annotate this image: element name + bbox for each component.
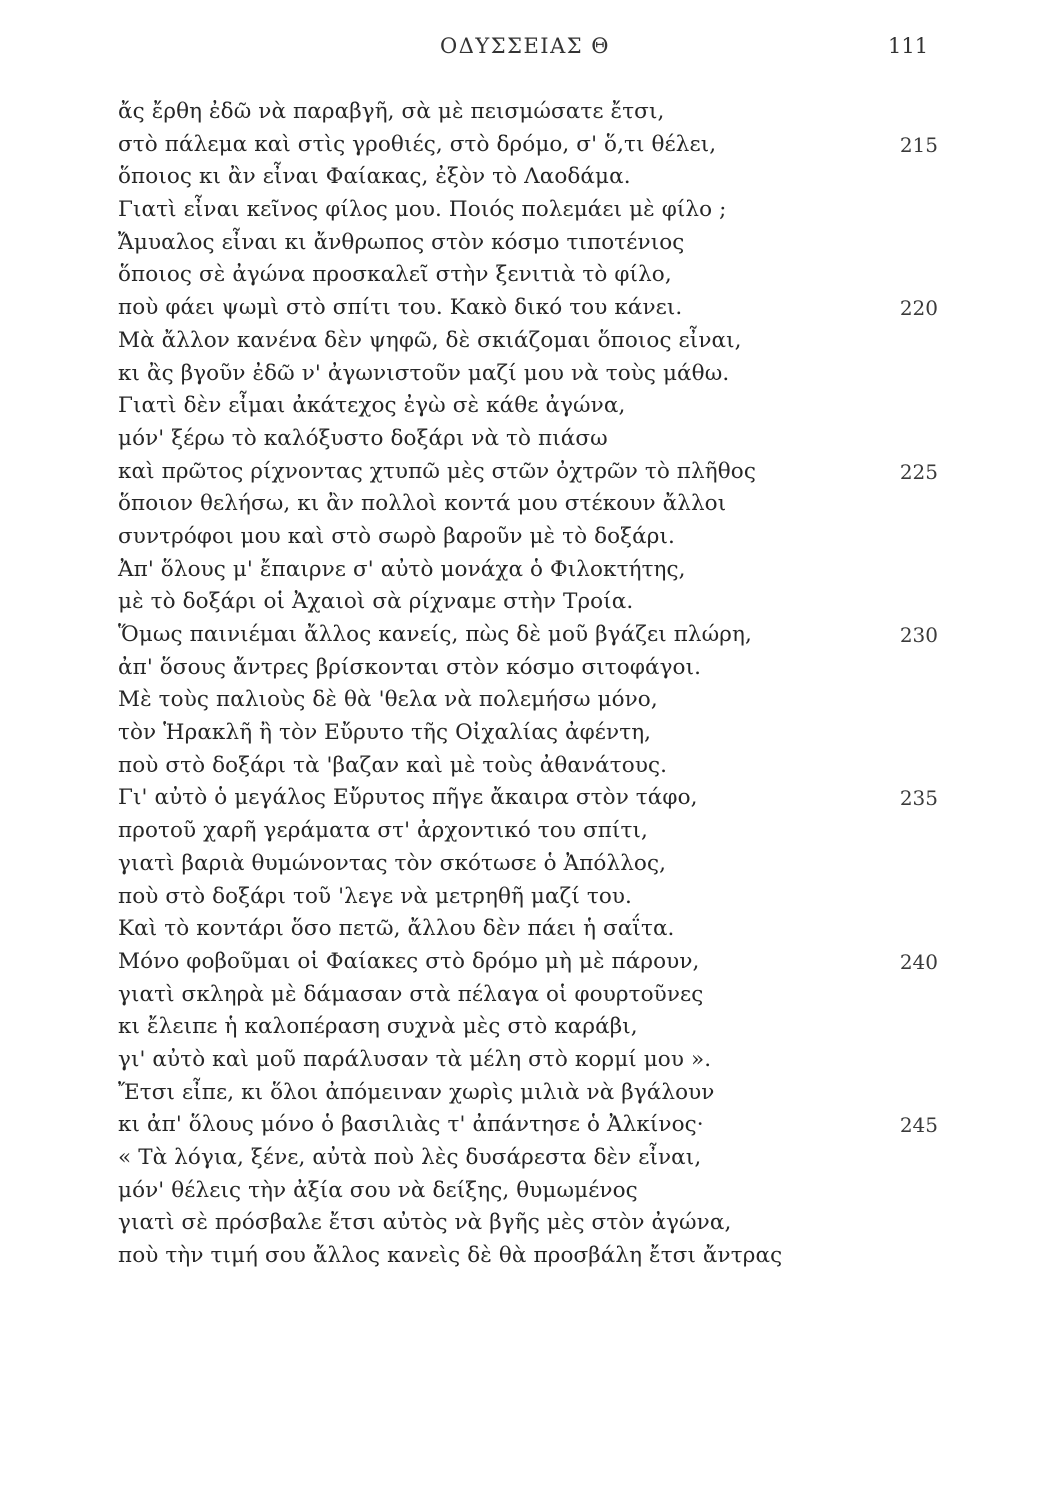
verse-line <box>118 782 938 815</box>
verse-text: ποὺ φάει ψωμὶ στὸ σπίτι του. Κακὸ δικό του κάνει. <box>118 295 683 321</box>
verse-text: Μὰ ἄλλον κανένα δὲν ψηφῶ, δὲ σκιάζομαι ὅποιος εἶναι, <box>118 327 742 353</box>
verse-line <box>118 1044 938 1077</box>
verse-text: συντρόφοι μου καὶ στὸ σωρὸ βαροῦν μὲ τὸ δοξάρι. <box>118 523 675 549</box>
verse-line <box>118 619 938 652</box>
verse-text: καὶ πρῶτος ρίχνοντας χτυπῶ μὲς στῶν ὀχτρῶν τὸ πλῆθος <box>118 458 756 484</box>
verse-line <box>118 161 938 194</box>
line-number: 225 <box>899 459 938 484</box>
running-title: ΟΔΥΣΣΕΙΑΣ Θ <box>440 34 610 58</box>
line-number: 220 <box>899 296 938 321</box>
verse-line <box>118 1109 938 1142</box>
verse-text: « Τὰ λόγια, ξένε, αὐτὰ ποὺ λὲς δυσάρεστα δὲν εἶναι, <box>118 1145 702 1170</box>
verse-text: μόν' θέλεις τὴν ἀξία σου νὰ δείξης, θυμωμένος <box>118 1177 638 1203</box>
verse-text: Ἔτσι εἶπε, κι ὅλοι ἀπόμειναν χωρὶς μιλιὰ νὰ βγάλουν <box>118 1079 715 1105</box>
line-number: 215 <box>899 132 938 157</box>
verse-text: τὸν Ἡρακλῆ ἢ τὸν Εὔρυτο τῆς Οἰχαλίας ἀφέντη, <box>118 720 652 746</box>
verse-line <box>118 292 938 325</box>
verse-text: Ὅμως παινιέμαι ἄλλος κανείς, πὼς δὲ μοῦ βγάζει πλώρη, <box>118 622 752 647</box>
verse-text: ἀπ' ὅσους ἄντρες βρίσκονται στὸν κόσμο σιτοφάγοι. <box>118 654 702 680</box>
verse-text: μόν' ξέρω τὸ καλόξυστο δοξάρι νὰ τὸ πιάσω <box>118 425 608 451</box>
verse-text: ποὺ στὸ δοξάρι τὰ 'βαζαν καὶ μὲ τοὺς ἀθανάτους. <box>118 752 668 778</box>
verse-text: κι ἔλειπε ἡ καλοπέραση συχνὰ μὲς στὸ καράβι, <box>118 1014 638 1040</box>
verse-line <box>118 1077 938 1110</box>
verse-text: Γιατὶ δὲν εἶμαι ἀκάτεχος ἐγὼ σὲ κάθε ἀγώνα, <box>118 393 626 419</box>
verse-text: Μὲ τοὺς παλιοὺς δὲ θὰ 'θελα νὰ πολεμήσω μόνο, <box>118 687 658 713</box>
line-number: 230 <box>899 623 938 647</box>
verse-text: ὅποιος σὲ ἀγώνα προσκαλεῖ στὴν ξενιτιὰ τὸ φίλο, <box>118 262 672 288</box>
verse-text: Μόνο φοβοῦμαι οἱ Φαίακες στὸ δρόμο μὴ μὲ πάρουν, <box>118 948 700 974</box>
verse-line <box>118 946 938 979</box>
verse-line <box>118 684 938 717</box>
verse-text: κι ἀπ' ὅλους μόνο ὁ βασιλιὰς τ' ἀπάντησε ὁ Ἀλκίνος· <box>118 1112 704 1138</box>
verse-line <box>118 488 938 521</box>
verse-line <box>118 750 938 783</box>
verse-line <box>118 586 938 619</box>
verse-text: γι' αὐτὸ καὶ μοῦ παράλυσαν τὰ μέλη στὸ κορμί μου ». <box>118 1046 712 1072</box>
verse-line <box>118 423 938 456</box>
verse-text: Ἀπ' ὅλους μ' ἔπαιρνε σ' αὐτὸ μονάχα ὁ Φιλοκτήτης, <box>118 556 686 582</box>
verse-line <box>118 848 938 881</box>
verse-line <box>118 979 938 1012</box>
page-header <box>0 30 1058 64</box>
verse-text: Γι' αὐτὸ ὁ μεγάλος Εὔρυτος πῆγε ἄκαιρα στὸν τάφο, <box>118 785 698 811</box>
verse-text: Καὶ τὸ κοντάρι ὅσο πετῶ, ἄλλου δὲν πάει ἡ σαΐτα. <box>118 916 675 942</box>
verse-text: Γιατὶ εἶναι κεῖνος φίλος μου. Ποιός πολεμάει μὲ φίλο ; <box>118 197 727 223</box>
verse-text: ποὺ στὸ δοξάρι τοῦ 'λεγε νὰ μετρηθῆ μαζί του. <box>118 883 632 909</box>
line-number: 235 <box>899 786 938 811</box>
verse-text: γιατὶ βαριὰ θυμώνοντας τὸν σκότωσε ὁ Ἀπόλλος, <box>118 850 667 876</box>
verse-line <box>118 358 938 391</box>
verse-text: ἄς ἔρθη ἐδῶ νὰ παραβγῆ, σὰ μὲ πεισμώσατε ἔτσι, <box>118 99 665 124</box>
verse-line <box>118 1207 938 1240</box>
verse-line <box>118 815 938 848</box>
line-number: 240 <box>899 949 938 974</box>
verse-line <box>118 881 938 914</box>
verse-line <box>118 1142 938 1175</box>
verse-line <box>118 456 938 489</box>
verse-line <box>118 227 938 260</box>
verse-text: γιατὶ σκληρὰ μὲ δάμασαν στὰ πέλαγα οἱ φουρτοῦνες <box>118 981 704 1007</box>
verse-text: ποὺ τὴν τιμή σου ἄλλος κανεὶς δὲ θὰ προσβάλη ἔτσι ἄντρας <box>118 1243 783 1269</box>
verse-text: κι ἂς βγοῦν ἐδῶ ν' ἀγωνιστοῦν μαζί μου νὰ τοὺς μάθω. <box>118 360 730 386</box>
verse-line <box>118 1011 938 1044</box>
verse-line <box>118 259 938 292</box>
verse-line <box>118 96 938 129</box>
verse-line <box>118 521 938 554</box>
poem-text <box>118 96 938 1273</box>
verse-line <box>118 390 938 423</box>
verse-text: προτοῦ χαρῆ γεράματα στ' ἀρχοντικό του σπίτι, <box>118 818 648 844</box>
verse-line <box>118 325 938 358</box>
verse-line <box>118 129 938 162</box>
verse-line <box>118 652 938 685</box>
verse-line <box>118 1240 938 1273</box>
verse-line <box>118 913 938 946</box>
line-number: 245 <box>899 1113 938 1138</box>
verse-text: γιατὶ σὲ πρόσβαλε ἔτσι αὐτὸς νὰ βγῆς μὲς στὸν ἀγώνα, <box>118 1210 732 1236</box>
verse-line <box>118 1175 938 1208</box>
verse-text: στὸ πάλεμα καὶ στὶς γροθιές, στὸ δρόμο, σ' ὅ,τι θέλει, <box>118 131 717 157</box>
verse-text: ὅποιον θελήσω, κι ἂν πολλοὶ κοντά μου στέκουν ἄλλοι <box>118 491 727 517</box>
verse-line <box>118 554 938 587</box>
verse-text: ὅποιος κι ἂν εἶναι Φαίακας, ἐξὸν τὸ Λαοδάμα. <box>118 164 631 190</box>
page-number: 111 <box>888 34 929 58</box>
verse-text: μὲ τὸ δοξάρι οἱ Ἀχαιοὶ σὰ ρίχναμε στὴν Τροία. <box>118 589 634 615</box>
verse-line <box>118 194 938 227</box>
verse-line <box>118 717 938 750</box>
verse-text: Ἄμυαλος εἶναι κι ἄνθρωπος στὸν κόσμο τιποτένιος <box>118 229 685 255</box>
